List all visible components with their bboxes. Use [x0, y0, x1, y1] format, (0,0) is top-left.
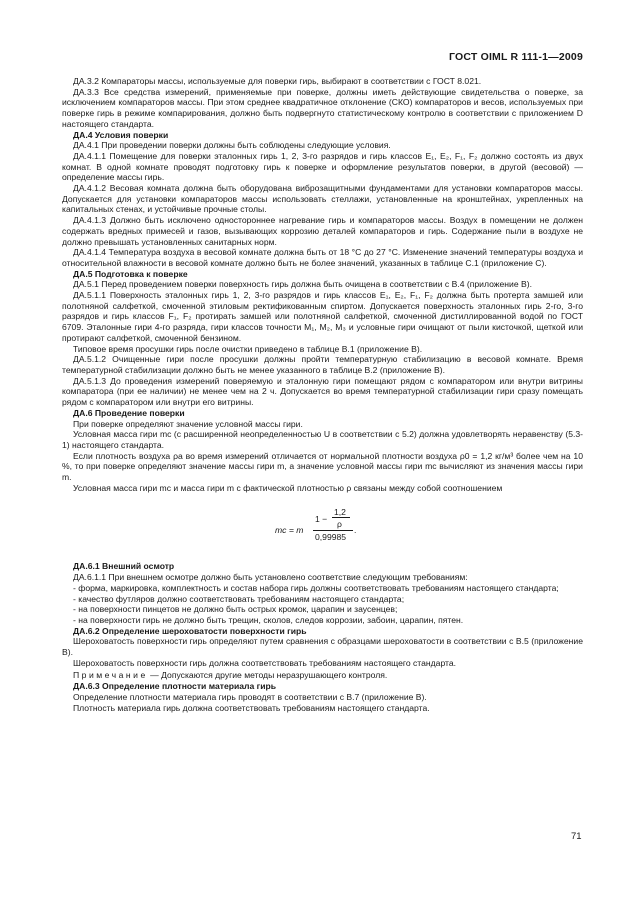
- list-item: - на поверхности пинцетов не должно быть острых кромок, царапин и заусенцев;: [73, 604, 398, 615]
- para-da-4-1-2: ДА.4.1.2 Весовая комната должна быть оборудована виброзащитными фундаментами для установки компараторов массы. Допускается для установки компараторов массы использовать стеллажи, установленные на кронштейнах, укрепленных на капитальных стенах, и устойчивые прочные столы.: [62, 183, 583, 215]
- para-da-3-3: ДА.3.3 Все средства измерений, применяемые при поверке, должны иметь действующие свидетельства о поверке, за исключением компараторов массы. При этом среднее квадратичное отклонение (СКО) компараторов и весов, используемых при поверке гирь в режиме компарирования, должно быть подвергнуто статистическому контролю в соответствии с приложением D настоящего стандарта.: [62, 86, 583, 129]
- para-da-4-1-1: ДА.4.1.1 Помещение для поверки эталонных гирь 1, 2, 3-го разрядов и гирь классов E₁, E₂, F₁, F₂ должно состоять из двух комнат. В одной комнате проводят подготовку гирь к поверке и оформление результатов поверки, в другой (весовой) — определение массы гирь.: [62, 150, 583, 183]
- list-item: - форма, маркировка, комплектность и состав набора гирь должны соответствовать требованиям настоящего стандарта;: [73, 582, 559, 593]
- note-label: Примечание: [73, 670, 148, 681]
- formula-rho: ρ: [337, 519, 342, 530]
- list-item: - на поверхности гирь не должно быть трещин, сколов, следов коррозии, забоин, царапин, пятен.: [73, 614, 464, 625]
- formula-inner-fraction-bar: [332, 517, 350, 518]
- formula-conventional-mass: [62, 497, 583, 553]
- para-density-requirement: Плотность материала гирь должна соответствовать требованиям настоящего стандарта.: [73, 702, 430, 713]
- para-da-6-1-1: ДА.6.1.1 При внешнем осмотре должно быть установлено соответствие следующим требованиям:: [73, 572, 468, 583]
- para-drying-time: Типовое время просушки гирь после очистки приведено в таблице В.1 (приложение В).: [73, 343, 423, 354]
- para-da-5-1-2: ДА.5.1.2 Очищенные гири после просушки должны пройти температурную стабилизацию в весовой комнате. Время температурной стабилизации должно быть не менее указанного в таблице В.2 (приложение В).: [62, 354, 583, 375]
- note: [62, 670, 583, 681]
- para-da-4-1-4: ДА.4.1.4 Температура воздуха в весовой комнате должна быть от 18 °С до 27 °С. Изменение значений температуры воздуха и относительной влажности в весовой комнате должно быть не более значений, указанных в таблице С.1 (приложение С).: [62, 247, 583, 268]
- inspection-requirements-list: [62, 583, 583, 626]
- para-da-3-2: ДА.3.2 Компараторы массы, используемые для поверки гирь, выбирают в соответствии с ГОСТ 8.021.: [73, 76, 482, 86]
- para-da-5-1-1: ДА.5.1.1 Поверхность эталонных гирь 1, 2, 3-го разрядов и гирь классов E₁, E₂, F₁, F₂ должна быть протерта замшей или полотняной салфеткой, смоченной этиловым ректификованным спиртом. Допускается поверхность эталонных гирь 2-го, 3-го разрядов и гирь классов F₁, F₂ протирать замшей или полотняной салфеткой, смоченной дистиллированной водой по ГОСТ 6709. Эталонные гири 4-го разряда, гири классов точности M₁, M₂, M₃ и условные гири очищают от пыли кисточкой, щеткой или протирают салфеткой, смоченной бензином.: [62, 290, 583, 343]
- formula-one-minus: 1 −: [315, 514, 328, 525]
- para-inequality: Условная масса гири mc (с расширенной неопределенностью U в соответствии с 5.2) должна удовлетворять неравенству (5.3-1) настоящего стандарта.: [62, 429, 583, 450]
- note-text: — Допускаются другие методы неразрушающего контроля.: [147, 670, 388, 681]
- page-body: [62, 76, 583, 713]
- para-da-5-1: ДА.5.1 Перед проведением поверки поверхность гирь должна быть очищена в соответствии с В.4 (приложение В).: [73, 279, 533, 290]
- heading-da-4: ДА.4 Условия поверки: [73, 129, 169, 140]
- para-da-4-1-3: ДА.4.1.3 Должно быть исключено одностороннее нагревание гирь и компараторов массы. Воздух в помещении не должен содержать вредных примесей и газов, вызывающих коррозию деталей компараторов и гирь. Содержание пыли в воздухе не должно превышать установленных санитарных норм.: [62, 215, 583, 247]
- para-air-density: Если плотность воздуха ρa во время измерений отличается от нормальной плотности воздуха ρ0 = 1,2 кг/м³ более чем на 10 %, то при поверке определяют значение массы гири m, а значение условной массы гири mc вычисляют из значения массы гири m.: [62, 450, 583, 483]
- formula-main-fraction-bar: [313, 530, 353, 531]
- running-header: ГОСТ OIML R 111-1—2009: [448, 51, 583, 63]
- para-conventional-mass: При поверке определяют значение условной массы гири.: [73, 418, 303, 429]
- page-number: 71: [571, 831, 582, 842]
- heading-da-6-3: ДА.6.3 Определение плотности материала гирь: [73, 681, 277, 692]
- formula-denominator: 0,99985: [315, 532, 347, 543]
- heading-da-6-2: ДА.6.2 Определение шероховатости поверхности гирь: [73, 625, 307, 636]
- para-da-4-1: ДА.4.1 При проведении поверки должны быть соблюдены следующие условия.: [73, 140, 391, 151]
- para-roughness-requirement: Шероховатость поверхности гирь должна соответствовать требованиям настоящего стандарта.: [73, 657, 457, 668]
- list-item: - качество футляров должно соответствовать требованиям настоящего стандарта;: [73, 593, 405, 604]
- para-roughness-method: Шероховатость поверхности гирь определяют путем сравнения с образцами шероховатости в соответствии с В.5 (приложение В).: [62, 636, 583, 658]
- para-da-5-1-3: ДА.5.1.3 До проведения измерений поверяемую и эталонную гири помещают рядом с компаратором или внутри витрины компаратора (при ее наличии) не менее чем на 2 ч. Допускается во время температурной стабилизации гири сразу помещать рядом с компаратором или внутри его витрины.: [62, 375, 583, 408]
- formula-lhs: mc = m: [275, 525, 304, 536]
- formula-numerator-1-2: 1,2: [334, 507, 346, 518]
- heading-da-5: ДА.5 Подготовка к поверке: [73, 268, 188, 279]
- para-density-method: Определение плотности материала гирь проводят в соответствии с В.7 (приложение В).: [73, 691, 427, 702]
- heading-da-6: ДА.6 Проведение поверки: [73, 407, 185, 418]
- para-relation: Условная масса гири mc и масса гири m с фактической плотностью ρ связаны между собой соотношением: [73, 482, 503, 493]
- formula-dot: .: [354, 525, 357, 536]
- heading-da-6-1: ДА.6.1 Внешний осмотр: [73, 561, 175, 572]
